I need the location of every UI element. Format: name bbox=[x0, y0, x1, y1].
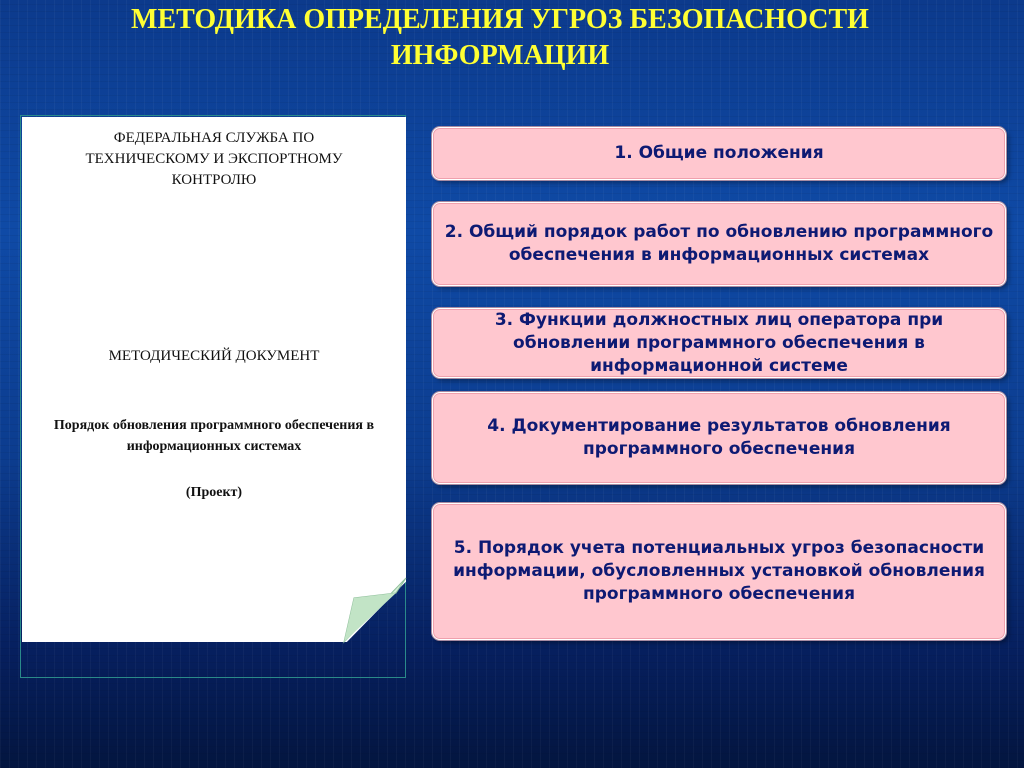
document-type: МЕТОДИЧЕСКИЙ ДОКУМЕНТ bbox=[108, 348, 320, 364]
document-name: Порядок обновления программного обеспечения в информационных системах bbox=[53, 418, 375, 454]
section-operator-functions[interactable]: 3. Функции должностных лиц оператора при обновлении программного обеспечения в информационной системе bbox=[432, 308, 1006, 378]
document-agency: ФЕДЕРАЛЬНАЯ СЛУЖБА ПО ТЕХНИЧЕСКОМУ И ЭКСПОРТНОМУ КОНТРОЛЮ bbox=[85, 130, 343, 188]
document-page bbox=[22, 117, 406, 642]
section-update-procedure[interactable]: 2. Общий порядок работ по обновлению программного обеспечения в информационных системах bbox=[432, 202, 1006, 286]
section-documenting-results[interactable]: 4. Документирование результатов обновления программного обеспечения bbox=[432, 392, 1006, 484]
page-curl-icon bbox=[340, 576, 408, 644]
document-status: (Проект) bbox=[185, 485, 243, 500]
section-threat-accounting[interactable]: 5. Порядок учета потенциальных угроз безопасности информации, обусловленных установкой обновления программного обеспечения bbox=[432, 503, 1006, 640]
section-general-provisions[interactable]: 1. Общие положения bbox=[432, 127, 1006, 180]
slide-title: МЕТОДИКА ОПРЕДЕЛЕНИЯ УГРОЗ БЕЗОПАСНОСТИ ИНФОРМАЦИИ bbox=[131, 4, 869, 71]
